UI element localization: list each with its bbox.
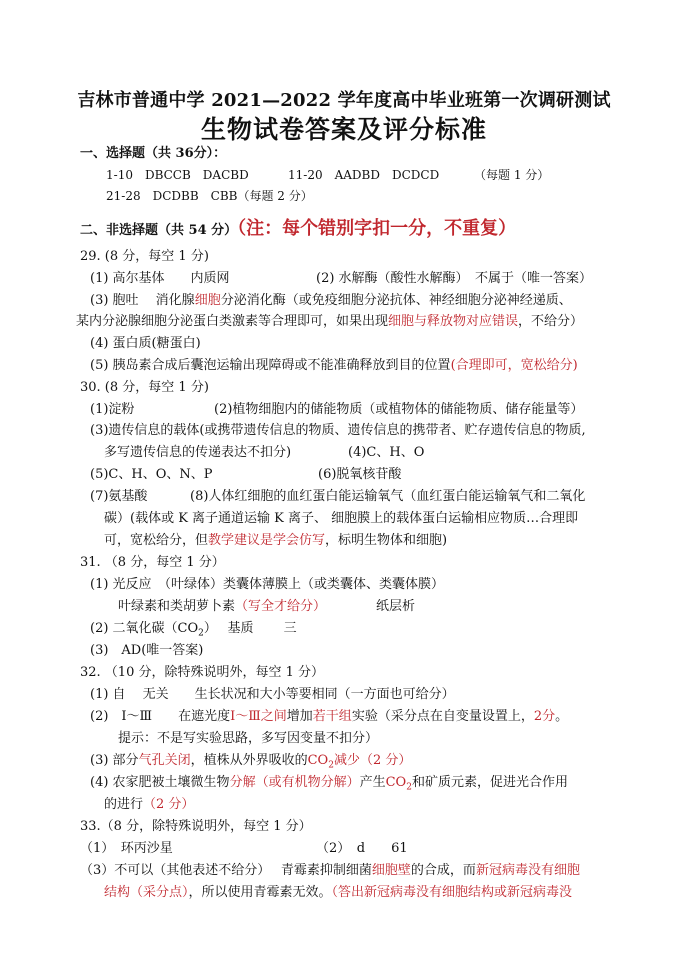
q32-ans-3-b: ，植株从外界吸收的 bbox=[190, 753, 308, 768]
q32-ans-3-co2-sub: 2 bbox=[328, 760, 334, 771]
q32-ans-2-b: 增加 bbox=[286, 709, 313, 724]
q33-ans-3-cont-red: 结构（采分点） bbox=[104, 885, 189, 900]
exam-title: 吉林市普通中学 2021—2022 学年度高中毕业班第一次调研测试 bbox=[77, 90, 611, 111]
q32-ans-2 bbox=[90, 708, 568, 726]
q32-ans-4-cont-red: （2 分） bbox=[143, 797, 195, 812]
q29-ans-3-red: 细胞 bbox=[194, 293, 221, 308]
q32-ans-4-cont-a: 的进行 bbox=[104, 797, 144, 812]
q32-ans-4-red: 分解（或有机物分解） bbox=[229, 775, 360, 790]
section2-title: 二、非选择题（共 54 分） bbox=[80, 223, 238, 238]
q31-ans-3: 纸层析 bbox=[376, 599, 416, 614]
q30-ans-8-cont: 碳）(载体或 K 离子通道运输 K 离子、 细胞膜上的载体蛋白运输相应物质…合理即 bbox=[104, 511, 579, 526]
q29-ans-1: (1) 高尔基体 内质网 bbox=[90, 271, 230, 286]
q32-ans-3-red: 气孔关闭 bbox=[138, 753, 191, 768]
q33-ans-3-red: 细胞壁 bbox=[371, 863, 411, 878]
q32-ans-4-co2-sub: 2 bbox=[406, 782, 412, 793]
answers-11-20: 11-20 AADBD DCDCD bbox=[288, 168, 440, 182]
q32-ans-2-a: (2) Ⅰ～Ⅲ 在遮光度 bbox=[90, 709, 231, 724]
q29-ans-5 bbox=[90, 357, 578, 375]
q31-ans-2 bbox=[118, 598, 326, 616]
q31-ans-4-a: (2) 二氧化碳（CO bbox=[90, 621, 199, 636]
q31-ans-5: (3) AD(唯一答案) bbox=[90, 643, 204, 658]
q31-ans-4-sub: 2 bbox=[198, 628, 204, 639]
q29-ans-3-cont bbox=[76, 313, 583, 331]
q30-ans-8: (8)人体红细胞的血红蛋白能运输氧气（血红蛋白能运输氧气和二氧化 bbox=[190, 489, 586, 504]
q30-ans-8-cont2 bbox=[104, 532, 447, 550]
q29-ans-3-cont-red: 细胞与释放物对应错误 bbox=[388, 314, 519, 329]
q30-ans-3: (3)遗传信息的载体(或携带遗传信息的物质、遗传信息的携带者、贮存遗传信息的物质, bbox=[90, 423, 586, 438]
q29-ans-3-b: 分泌消化酶（或免疫细胞分泌抗体、神经细胞分泌神经递质、 bbox=[220, 293, 572, 308]
q31-ans-2-a: 叶绿素和类胡萝卜素 bbox=[118, 599, 236, 614]
q32-ans-4-a: (4) 农家肥被土壤微生物 bbox=[90, 775, 230, 790]
document-title: 生物试卷答案及评分标准 bbox=[200, 115, 487, 144]
q33-ans-3-a: （3）不可以（其他表述不给分） 青霉素抑制细菌 bbox=[80, 863, 372, 878]
q31-ans-4 bbox=[90, 620, 297, 643]
q32-ans-2-red1: Ⅰ～Ⅲ之间 bbox=[230, 709, 287, 724]
q29-ans-5-a: (5) 胰岛素合成后囊泡运输出现障碍或不能准确释放到目的位置 bbox=[90, 358, 451, 373]
q31-ans-1: (1) 光反应 （叶绿体）类囊体薄膜上（或类囊体、类囊体膜） bbox=[90, 577, 445, 592]
q29-header: 29. (8 分，每空 1 分) bbox=[80, 249, 209, 264]
q30-ans-2: (2)植物细胞内的储能物质（或植物体的储能物质、储存能量等） bbox=[214, 402, 584, 417]
q32-ans-3-a: (3) 部分 bbox=[90, 753, 139, 768]
q29-ans-3-cont-a: 某内分泌腺细胞分泌蛋白类激素等合理即可，如果出现 bbox=[76, 314, 389, 329]
q33-header: 33.（8 分，除特殊说明外，每空 1 分） bbox=[80, 819, 312, 834]
q30-ans-4: (4)C、H、O bbox=[348, 445, 425, 460]
q29-ans-3 bbox=[90, 292, 572, 310]
q30-ans-8-cont2-b: ，标明生物体和细胞) bbox=[325, 533, 448, 548]
q33-ans-3-cont-red2: （答出新冠病毒没有细胞结构或新冠病毒没 bbox=[331, 885, 573, 900]
q30-ans-8-cont2-a: 可，宽松给分，但 bbox=[104, 533, 209, 548]
q32-ans-2-red2: 若干组 bbox=[312, 709, 352, 724]
q32-ans-2-d: 。 bbox=[555, 709, 569, 724]
q30-ans-6: (6)脱氧核苷酸 bbox=[318, 467, 402, 482]
q32-ans-4-co2: CO bbox=[385, 775, 407, 790]
q29-ans-3-a: (3) 胞吐 消化腺 bbox=[90, 293, 195, 308]
q32-ans-3-co2: CO bbox=[307, 753, 329, 768]
q30-ans-7: (7)氨基酸 bbox=[90, 489, 148, 504]
q33-ans-2: （2） d 61 bbox=[316, 841, 408, 856]
section1-header: 一、选择题（共 36分）： bbox=[80, 146, 227, 161]
q30-ans-8-cont2-red: 教学建议是学会仿写 bbox=[208, 533, 326, 548]
q32-ans-1: (1) 自 无关 生长状况和大小等要相同（一方面也可给分） bbox=[90, 687, 455, 702]
q32-ans-4 bbox=[90, 774, 568, 797]
q31-header: 31. （8 分，每空 1 分） bbox=[80, 555, 225, 570]
q30-ans-1: (1)淀粉 bbox=[90, 402, 135, 417]
q32-hint: 提示：不是写实验思路，多写因变量不扣分） bbox=[118, 731, 379, 746]
section2-header bbox=[80, 218, 516, 242]
q31-ans-2-red: （写全才给分） bbox=[235, 599, 327, 614]
answers-21-28: 21-28 DCDBB CBB（每题 2 分） bbox=[106, 189, 313, 203]
q32-ans-3-red2: 减少（2 分） bbox=[333, 753, 412, 768]
q32-ans-4-cont bbox=[104, 796, 194, 814]
q33-ans-3 bbox=[80, 862, 580, 880]
q32-header: 32. （10 分，除特殊说明外，每空 1 分） bbox=[80, 665, 325, 680]
answers-1-10: 1-10 DBCCB DACBD bbox=[106, 168, 249, 182]
q29-ans-3-cont-b: ，不给分） bbox=[518, 314, 584, 329]
q33-ans-3-cont-b: ，所以使用青霉素无效。 bbox=[188, 885, 332, 900]
q32-ans-2-red3: 2分 bbox=[533, 709, 556, 724]
q32-ans-4-b: 产生 bbox=[359, 775, 386, 790]
q33-ans-3-red2: 新冠病毒没有细胞 bbox=[475, 863, 580, 878]
score-note-1: （每题 1 分） bbox=[474, 168, 550, 182]
q33-ans-3-cont bbox=[104, 884, 572, 902]
q31-ans-4-b: ） 基质 三 bbox=[203, 621, 297, 636]
q33-ans-1: （1） 环丙沙星 bbox=[80, 841, 173, 856]
q29-ans-2: (2) 水解酶（酸性水解酶） 不属于（唯一答案） bbox=[316, 271, 593, 286]
q29-ans-4: (4) 蛋白质(糖蛋白) bbox=[90, 336, 201, 351]
q33-ans-3-b: 的合成，而 bbox=[410, 863, 476, 878]
q30-ans-5: (5)C、H、O、N、P bbox=[90, 467, 213, 482]
q32-ans-3 bbox=[90, 752, 411, 775]
q32-ans-2-c: 实验（采分点在自变量设置上， bbox=[351, 709, 534, 724]
typo-deduction-note: （注：每个错别字扣一分，不重复） bbox=[237, 218, 517, 239]
q30-ans-3-cont: 多写遗传信息的传递表达不扣分) bbox=[104, 445, 292, 460]
q32-ans-4-c: 和矿质元素，促进光合作用 bbox=[411, 775, 568, 790]
q30-header: 30. (8 分，每空 1 分) bbox=[80, 380, 209, 395]
q29-ans-5-red: (合理即可，宽松给分) bbox=[450, 358, 578, 373]
